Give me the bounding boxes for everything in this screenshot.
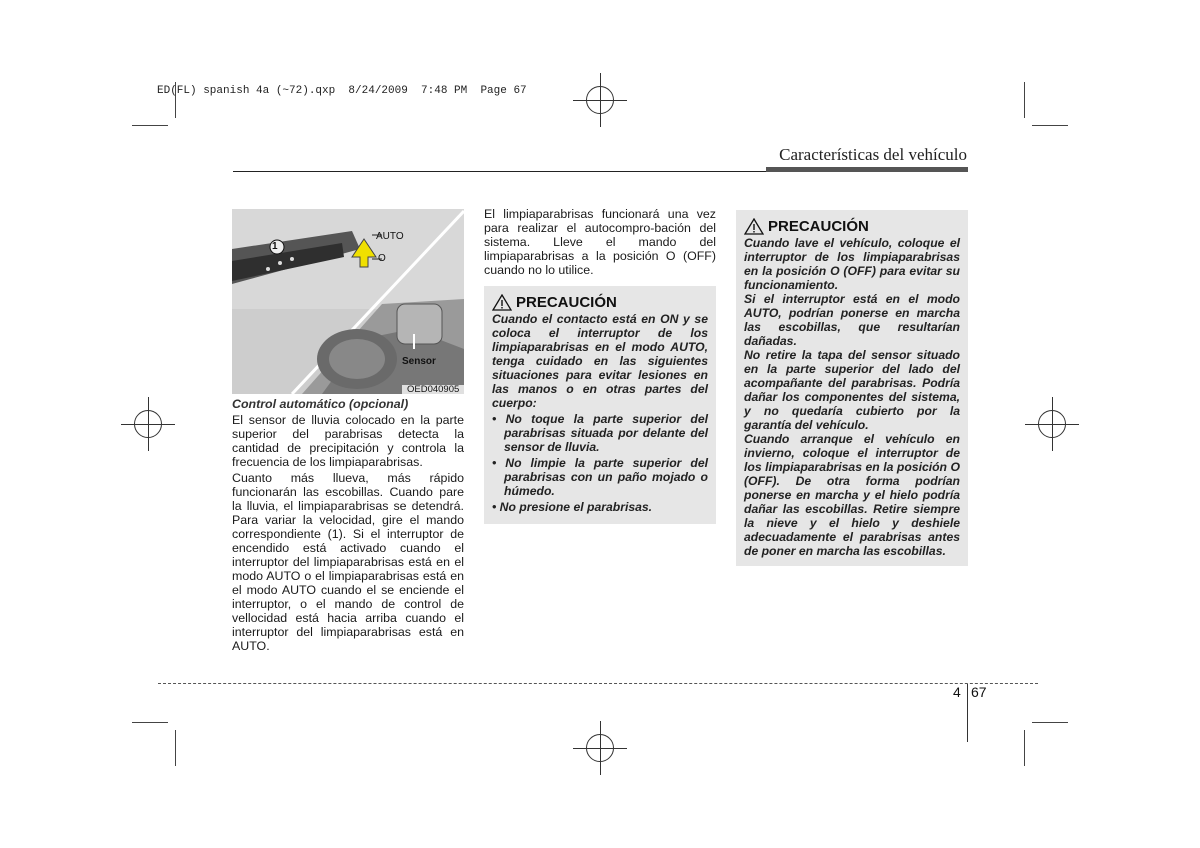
column-1 <box>232 209 464 653</box>
registration-mark <box>586 86 614 114</box>
print-slug: ED(FL) spanish 4a (~72).qxp 8/24/2009 7:48 PM Page 67 <box>157 85 527 97</box>
crop-mark <box>1024 730 1025 766</box>
crop-mark <box>175 730 176 766</box>
paragraph: Cuanto más llueva, más rápido funcionarán las escobillas. Cuando pare la lluvia, el limpiaparabrisas se detendrá. Para variar la velocidad, gire el mando correspondiente (1). Si el interruptor de encendido está activado cuando el interruptor del limpiaparabrisas está en el modo AUTO o el limpiaparabrisas está en el modo AUTO cuando el se enciende el interruptor, o el mando de control de vellocidad está hacia arriba cuando el interruptor del limpiaparabrisas está en AUTO. <box>232 471 464 653</box>
caution-paragraph: Cuando arranque el vehículo en invierno, coloque el interruptor de los limpiaparabrisas en la posición O (OFF). De otra forma podrían ponerse en marcha y el hielo podría dañar las escobillas. Retire siempre la nieve y el hielo y deshiele adecuadamente el parabrisas antes de poner en marcha las escobillas. <box>744 432 960 558</box>
warning-icon <box>744 218 764 235</box>
wiper-switch-figure <box>232 209 464 394</box>
registration-mark <box>134 410 162 438</box>
figure-code: OED040905 <box>407 384 460 394</box>
page-separator <box>967 684 968 742</box>
caution-box-1 <box>484 286 716 524</box>
caution-paragraph: Cuando lave el vehículo, coloque el interruptor de los limpiaparabrisas en la posición O (OFF) para evitar su funcionamiento. <box>744 236 960 292</box>
section-title: Características del vehículo <box>779 145 967 164</box>
crop-mark <box>132 722 168 723</box>
caution-heading <box>492 294 708 311</box>
subheading: Control automático (opcional) <box>232 397 409 411</box>
registration-mark <box>586 734 614 762</box>
crop-mark <box>1024 82 1025 118</box>
warning-icon <box>492 294 512 311</box>
caution-intro: Cuando el contacto está en ON y se coloca el interruptor de los limpiaparabrisas en el modo AUTO, tenga cuidado en las siguientes situaciones para evitar lesiones en las manos o en otras partes del cuerpo: <box>492 312 708 410</box>
list-item: • No presione el parabrisas. <box>492 500 708 514</box>
crop-mark <box>132 125 168 126</box>
footer-rule <box>158 683 1038 684</box>
column-2 <box>484 207 716 277</box>
list-item: • No toque la parte superior del parabrisas situada por delante del sensor de lluvia. <box>492 412 708 454</box>
caution-heading <box>744 218 960 235</box>
caution-paragraph: Si el interruptor está en el modo AUTO, podrían ponerse en marcha las escobillas, que resultarían dañadas. <box>744 292 960 348</box>
caution-title: PRECAUCIÓN <box>768 218 869 235</box>
caution-paragraph: No retire la tapa del sensor situado en la parte superior del lado del acompañante del parabrisas. Podría dañar los componentes del sistema, y no quedaría cubierto por la garantía del vehículo. <box>744 348 960 432</box>
crop-mark <box>1032 722 1068 723</box>
caution-box-2 <box>736 210 968 566</box>
caution-list <box>492 412 708 514</box>
crop-mark <box>1032 125 1068 126</box>
label-num: 1 <box>272 241 278 252</box>
list-item: • No limpie la parte superior del parabrisas con un paño mojado o húmedo. <box>492 456 708 498</box>
paragraph: El sensor de lluvia colocado en la parte superior del parabrisas detecta la cantidad de precipitación y controla la frecuencia de los limpiaparabrisas. <box>232 413 464 469</box>
header-bar <box>766 167 968 172</box>
page-number: 67 <box>971 684 987 700</box>
label-auto: AUTO <box>376 231 404 242</box>
label-sensor: Sensor <box>402 356 436 367</box>
paragraph: El limpiaparabrisas funcionará una vez para realizar el autocompro-bación del sistema. Lleve el mando del limpiaparabrisas a la posición O (OFF) cuando no lo utilice. <box>484 207 716 277</box>
chapter-number: 4 <box>953 684 961 700</box>
registration-mark <box>1038 410 1066 438</box>
caution-title: PRECAUCIÓN <box>516 294 617 311</box>
label-off: O <box>378 253 386 264</box>
